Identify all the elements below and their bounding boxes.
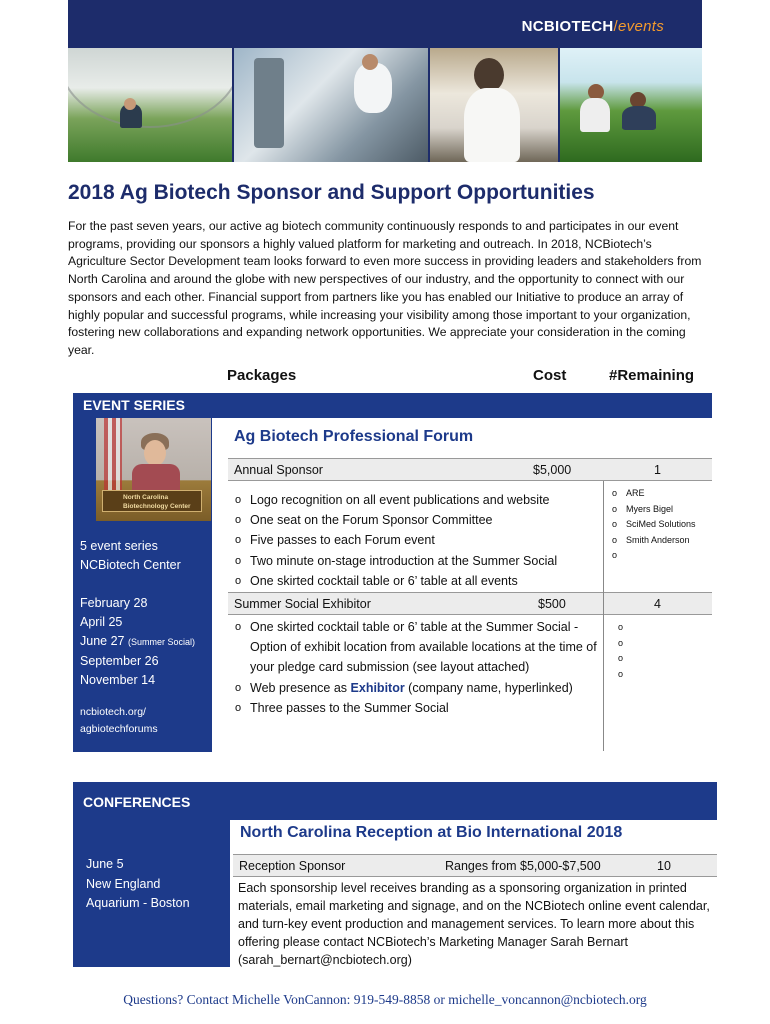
list-item: o Two minute on-stage introduction at the Summer Social: [233, 551, 603, 571]
package-remaining: 10: [657, 859, 671, 873]
list-item: o Logo recognition on all event publications and website: [233, 490, 603, 510]
podium-sign: North Carolina Biotechnology Center: [102, 490, 202, 512]
event-name-bio-international: North Carolina Reception at Bio International 2018: [240, 824, 623, 841]
list-item: [618, 667, 708, 683]
list-item: o Web presence as Exhibitor (company name, hyperlinked): [233, 678, 603, 698]
column-header-remaining: #Remaining: [609, 367, 695, 384]
section-heading-event-series: EVENT SERIES: [83, 397, 185, 413]
header-banner: [68, 0, 702, 162]
package-row-annual-sponsor: [228, 458, 712, 481]
brand-suffix: events: [618, 18, 664, 35]
date-note: (Summer Social): [127, 637, 195, 647]
list-item: o Five passes to each Forum event: [233, 530, 603, 550]
column-header-packages: Packages: [227, 367, 297, 384]
sponsor-list-exhibitor: [618, 620, 708, 682]
list-item: o Myers Bigel: [612, 502, 712, 518]
conference-date: June 5: [86, 857, 124, 871]
brand-logo: [522, 18, 664, 35]
conference-description: Each sponsorship level receives branding as a sponsoring organization in printed materials, email marketing and signage, and on the NCBiotech online event calendar, and turn-key event production and management services. To learn more about this offering please contact NCBiotech’s Marketing Manager Sarah Bernart (sarah_bernart@ncbiotech.org): [238, 881, 710, 967]
list-item: o One skirted cocktail table or 6’ table at all events: [233, 571, 603, 591]
list-item: [618, 636, 708, 652]
column-divider: [603, 481, 604, 751]
section-bar-conferences: [73, 782, 717, 820]
page-title: 2018 Ag Biotech Sponsor and Support Opportunities: [68, 181, 595, 204]
event-name-ag-forum: Ag Biotech Professional Forum: [234, 428, 474, 445]
list-item: o ARE: [612, 486, 712, 502]
section-heading-conferences: CONFERENCES: [83, 794, 191, 810]
list-item: o Three passes to the Summer Social: [233, 698, 603, 718]
date-item: June 27 (Summer Social): [80, 634, 195, 648]
date-item: September 26: [80, 654, 159, 668]
field-workers-photo: [560, 48, 702, 162]
brand-slash: /: [613, 18, 618, 35]
date-item: February 28: [80, 596, 148, 610]
list-item: [618, 651, 708, 667]
series-dates: [80, 594, 195, 690]
date-item: April 25: [80, 615, 123, 629]
package-cost: $5,000: [533, 463, 572, 477]
section-bar-event-series: [73, 393, 712, 418]
series-count: 5 event series: [80, 539, 158, 553]
list-item: o One seat on the Forum Sponsor Committee: [233, 510, 603, 530]
package-row-summer-exhibitor: [228, 592, 712, 615]
list-item: [612, 548, 712, 564]
list-item: [618, 620, 708, 636]
package-remaining: 4: [654, 597, 661, 611]
brand-name: NCBIOTECH: [521, 18, 614, 35]
lab-equipment-photo: [234, 48, 428, 162]
benefits-list-annual: [233, 490, 603, 591]
package-cost: $500: [538, 597, 566, 611]
conference-info: [86, 855, 190, 914]
sponsor-list-annual: [612, 486, 712, 564]
conference-venue: New England: [86, 876, 161, 891]
column-header-cost: Cost: [533, 367, 567, 384]
package-cost: Ranges from $5,000-$7,500: [445, 859, 601, 873]
intro-paragraph: For the past seven years, our active ag biotech community continuously responds to and participates in our event programs, providing our sponsors a highly valued platform for marketing and outreach. In 2018, NCBiotech’s Agriculture Sector Development team looks forward to even more success in providing leaders and stakeholders from North Carolina and around the globe with new perspectives of our industry, and the opportunity to connect with our sponsors and each other. Financial support from partners like you has enabled our Initiative to produce an array of highly popular and successful programs, while increasing your visibility among those important to your organization, fostering new collaborations and expanding network opportunities. We appreciate your consideration in the coming year.: [68, 219, 702, 357]
package-name: Summer Social Exhibitor: [234, 597, 371, 611]
lab-scientist-photo: [430, 48, 558, 162]
greenhouse-worker-photo: [68, 48, 232, 162]
date-item: November 14: [80, 673, 156, 687]
conference-location: Aquarium - Boston: [86, 896, 190, 910]
footer-contact: Questions? Contact Michelle VonCannon: 919-549-8858 or michelle_voncannon@ncbiotech.org: [123, 992, 647, 1007]
series-venue: NCBiotech Center: [80, 558, 181, 572]
list-item: o One skirted cocktail table or 6’ table at the Summer Social - Option of exhibit location from available locations at the time of your pledge card submission (see layout attached): [233, 617, 603, 678]
list-item: o SciMed Solutions: [612, 517, 712, 533]
speaker-podium-photo: [96, 418, 211, 521]
list-item: o Smith Anderson: [612, 533, 712, 549]
package-name: Annual Sponsor: [234, 463, 323, 477]
package-name: Reception Sponsor: [239, 859, 346, 873]
package-remaining: 1: [654, 463, 661, 477]
package-row-reception-sponsor: [233, 854, 717, 877]
series-link[interactable]: ncbiotech.org/ agbiotechforums: [80, 706, 158, 735]
benefits-list-exhibitor: [233, 617, 603, 718]
series-info: [80, 537, 181, 575]
